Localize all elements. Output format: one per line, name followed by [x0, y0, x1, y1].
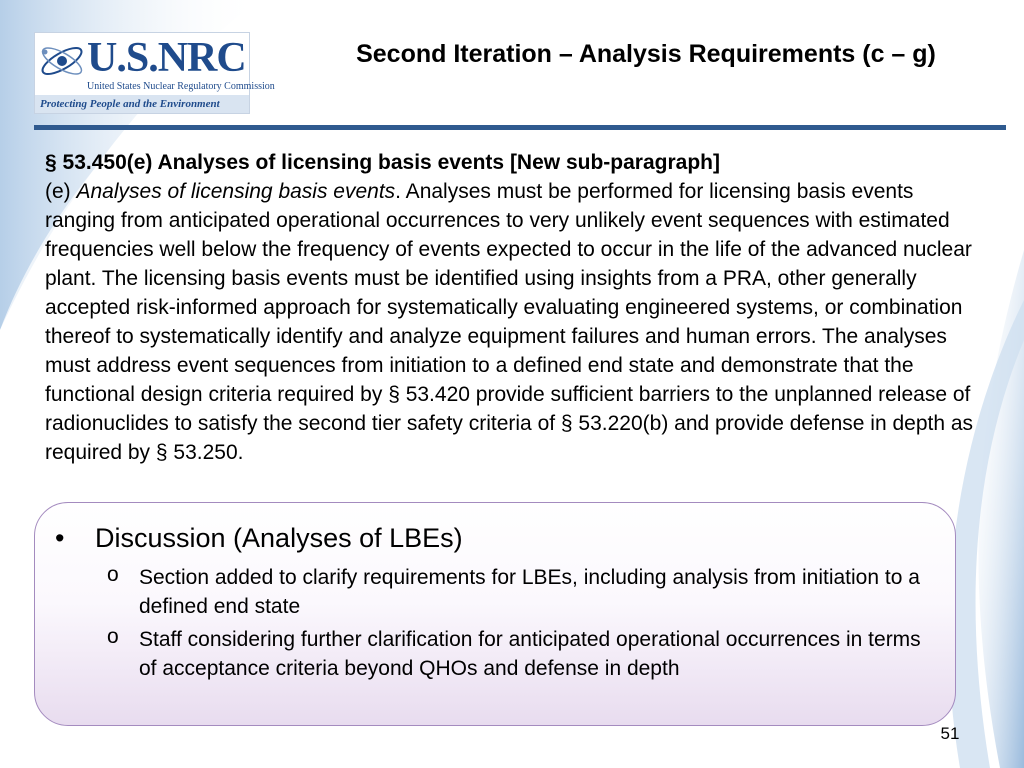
- atom-logo-icon: [37, 36, 87, 86]
- discussion-item-text: Section added to clarify requirements for LBEs, including analysis from initiation to a defined end state: [139, 566, 920, 618]
- discussion-item-text: Staff considering further clarification for anticipated operational occurrences in terms of acceptance criteria beyond QHOs and defense in depth: [139, 628, 921, 680]
- slide-title: Second Iteration – Analysis Requirements (c – g): [356, 40, 936, 68]
- nrc-logo: [34, 32, 275, 114]
- sub-bullet-icon: o: [107, 625, 119, 648]
- sub-bullet-icon: o: [107, 563, 119, 586]
- logo-wordmark: U.S.NRC: [87, 35, 246, 81]
- regulation-heading: § 53.450(e) Analyses of licensing basis events [New sub-paragraph]: [45, 151, 720, 174]
- discussion-box: [34, 502, 956, 726]
- discussion-bullet: [55, 521, 463, 555]
- page-number: 51: [940, 724, 960, 743]
- title-divider: [34, 125, 1006, 130]
- logo-tagline: Protecting People and the Environment: [35, 95, 249, 113]
- discussion-title: Discussion (Analyses of LBEs): [95, 523, 463, 553]
- regulation-italic-term: Analyses of licensing basis events: [76, 180, 396, 203]
- regulation-body: . Analyses must be performed for licensing basis events ranging from anticipated operational occurrences to very unlikely event sequences with estimated frequencies well below the frequency of events expected to occur in the life of the advanced nuclear plant. The licensing basis events must be identified using insights from a PRA, other generally accepted risk-informed approach for systematically evaluating engineered systems, or combination thereof to systematically identify and analyze equipment failures and human errors. The analyses must address event sequences from initiation to a defined end state and demonstrate that the functional design criteria required by § 53.420 provide sufficient barriers to the unplanned release of radionuclides to satisfy the second tier safety criteria of § 53.220(b) and provide defense in depth as required by § 53.250.: [45, 180, 974, 464]
- bullet-icon: •: [55, 523, 65, 553]
- logo-subtitle: United States Nuclear Regulatory Commission: [87, 81, 275, 92]
- regulation-text: [45, 148, 975, 467]
- regulation-prefix: (e): [45, 180, 77, 203]
